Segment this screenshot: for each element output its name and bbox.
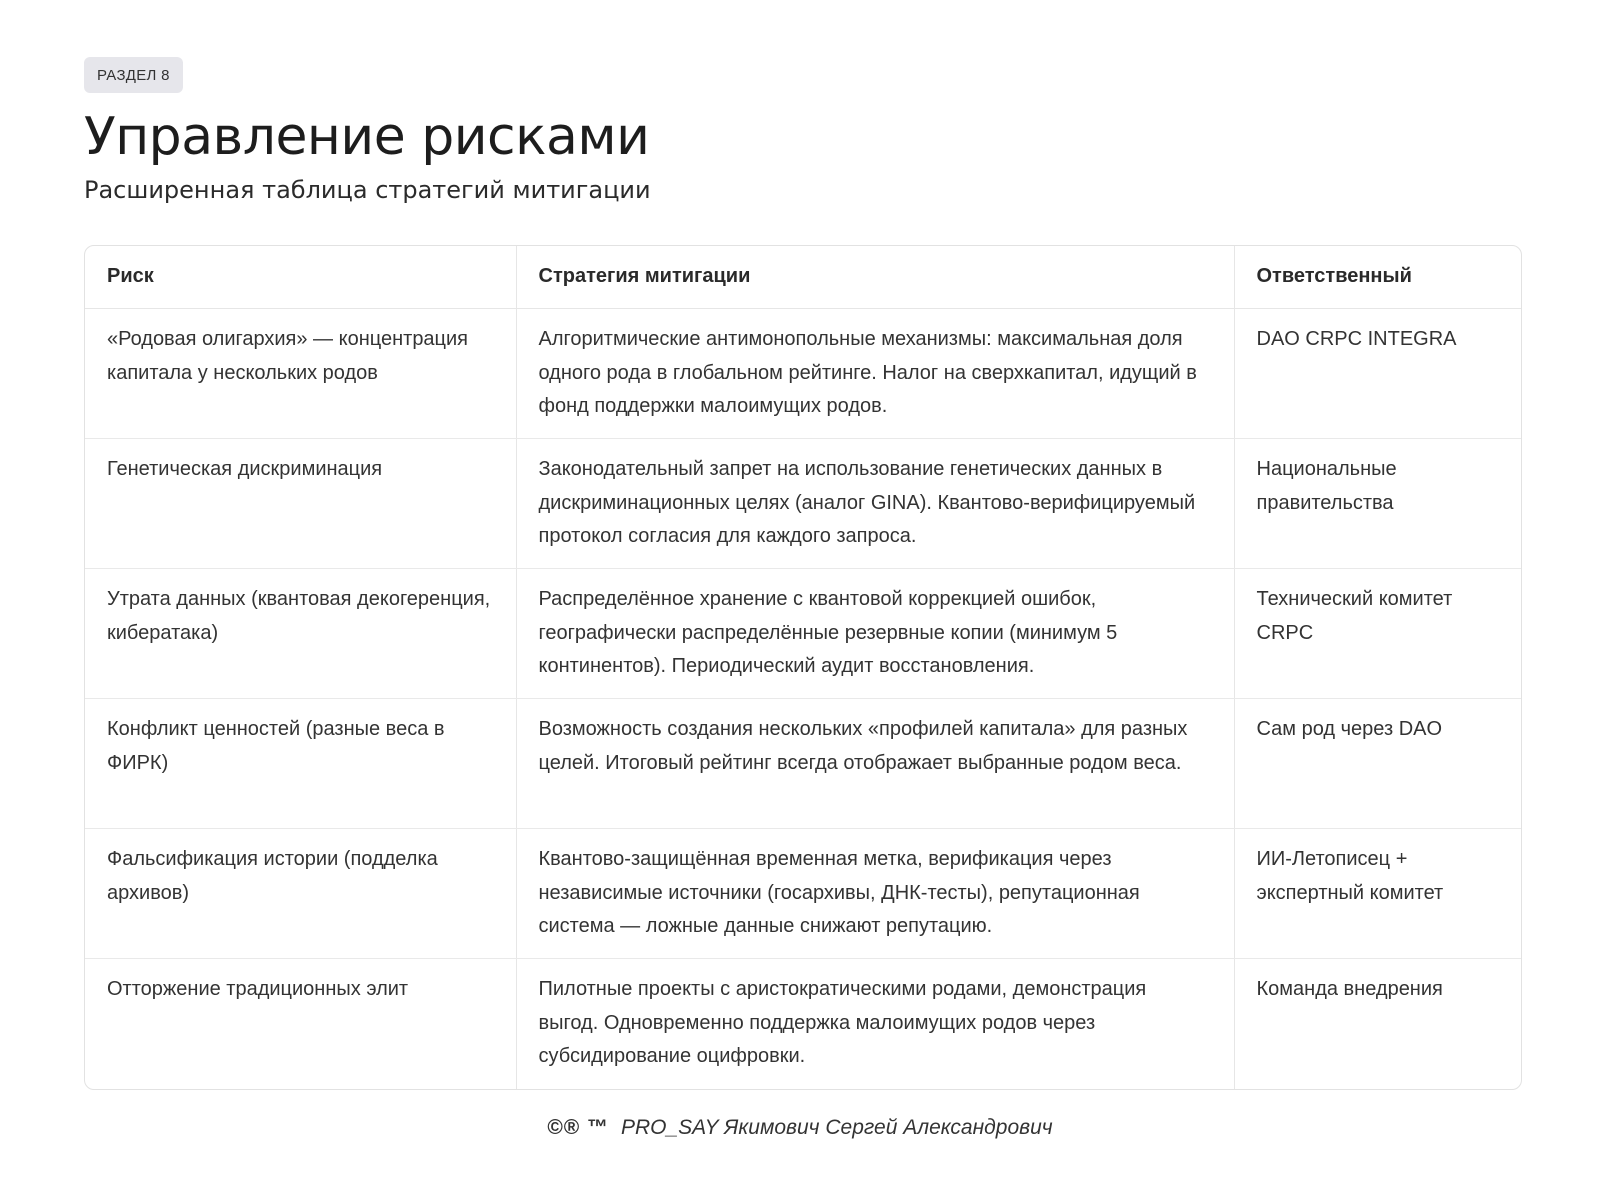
column-header-strategy: Стратегия митигации <box>516 246 1234 309</box>
owner-cell: Сам род через DAO <box>1234 699 1521 829</box>
table-row <box>85 569 1521 699</box>
owner-cell: DAO CRPC INTEGRA <box>1234 309 1521 439</box>
risk-cell: Генетическая дискриминация <box>85 439 516 569</box>
page-subtitle: Расширенная таблица стратегий митигации <box>84 176 651 204</box>
strategy-cell: Квантово-защищённая временная метка, верификация через независимые источники (госархивы, ДНК-тесты), репутационная система — ложные данные снижают репутацию. <box>516 829 1234 959</box>
column-header-owner: Ответственный <box>1234 246 1521 309</box>
risk-table <box>84 245 1522 1090</box>
strategy-cell: Законодательный запрет на использование генетических данных в дискриминационных целях (аналог GINA). Квантово-верифицируемый протокол согласия для каждого запроса. <box>516 439 1234 569</box>
risk-cell: Утрата данных (квантовая декогеренция, кибератака) <box>85 569 516 699</box>
column-header-risk: Риск <box>85 246 516 309</box>
strategy-cell: Возможность создания нескольких «профилей капитала» для разных целей. Итоговый рейтинг всегда отображает выбранные родом веса. <box>516 699 1234 829</box>
owner-cell: Команда внедрения <box>1256 978 1443 1000</box>
strategy-cell: Пилотные проекты с аристократическими родами, демонстрация выгод. Одновременно поддержка малоимущих родов через субсидирование оцифровки. <box>516 959 1234 1089</box>
risk-cell: Отторжение традиционных элит <box>85 959 516 1089</box>
table-row <box>85 829 1521 959</box>
strategy-cell: Алгоритмические антимонопольные механизмы: максимальная доля одного рода в глобальном рейтинге. Налог на сверхкапитал, идущий в фонд поддержки малоимущих родов. <box>516 309 1234 439</box>
owner-cell: ИИ-Летописец + экспертный комитет <box>1234 829 1521 959</box>
table-row <box>85 439 1521 569</box>
page-title: Управление рисками <box>84 107 650 167</box>
risk-cell: «Родовая олигархия» — концентрация капитала у нескольких родов <box>85 309 516 439</box>
risk-cell: Конфликт ценностей (разные веса в ФИРК) <box>85 699 516 829</box>
copyright-author: PRO_SAY Якимович Сергей Александрович <box>620 1116 1053 1139</box>
section-badge: РАЗДЕЛ 8 <box>84 57 183 93</box>
copyright-footer <box>0 1116 1600 1140</box>
owner-cell: Национальные правительства <box>1234 439 1521 569</box>
table-row <box>85 309 1521 439</box>
table-row <box>85 959 1521 1089</box>
owner-cell: Технический комитет CRPC <box>1234 569 1521 699</box>
table-row <box>85 699 1521 829</box>
page-content <box>84 57 1522 1067</box>
risk-cell: Фальсификация истории (подделка архивов) <box>85 829 516 959</box>
strategy-cell: Распределённое хранение с квантовой коррекцией ошибок, географически распределённые резервные копии (минимум 5 континентов). Периодический аудит восстановления. <box>516 569 1234 699</box>
copyright-marks: ©® ™ <box>547 1116 610 1139</box>
table-header-row <box>85 246 1521 309</box>
